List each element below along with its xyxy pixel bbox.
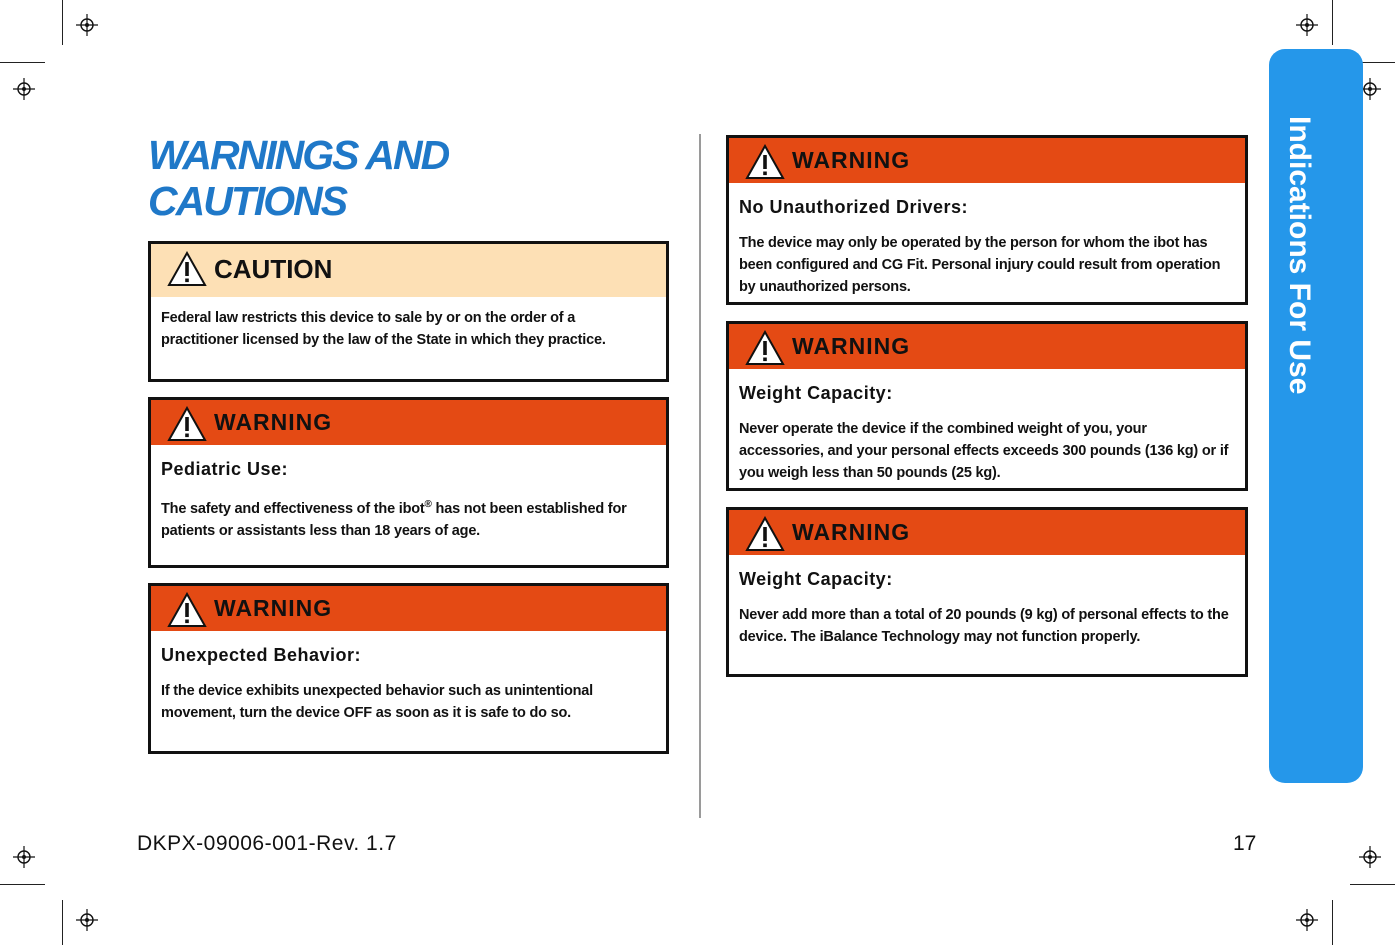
- column-divider: [699, 134, 701, 818]
- page-title: [148, 132, 448, 224]
- warning-triangle-icon: [167, 406, 207, 442]
- warning-label: WARNING: [792, 519, 911, 545]
- crop-mark: [62, 900, 63, 945]
- warning-triangle-icon: [745, 144, 785, 180]
- registration-mark-icon: [13, 78, 35, 100]
- crop-mark: [0, 62, 45, 63]
- warning-box-unexpected-behavior: [148, 583, 669, 754]
- warning-header: [729, 324, 1245, 369]
- warning-box-unauthorized-drivers: [726, 135, 1248, 305]
- warning-body: [729, 183, 1245, 298]
- warning-label: WARNING: [792, 333, 911, 359]
- caution-header: [151, 244, 666, 297]
- registration-mark-icon: [13, 846, 35, 868]
- warning-header: [729, 510, 1245, 555]
- warning-header: [729, 138, 1245, 183]
- side-tab-label: Indications For Use: [1283, 116, 1316, 395]
- warning-triangle-icon: [167, 592, 207, 628]
- caution-body: [151, 297, 666, 351]
- warning-body: [151, 445, 666, 542]
- crop-mark: [1332, 900, 1333, 945]
- warning-triangle-icon: [745, 516, 785, 552]
- warning-body: [151, 631, 666, 724]
- registration-mark-icon: [1296, 909, 1318, 931]
- warning-body: [729, 555, 1245, 648]
- warning-triangle-icon: [745, 330, 785, 366]
- crop-mark: [62, 0, 63, 45]
- warning-text: The device may only be operated by the person for whom the ibot has been configured and CG Fit. Personal injury could result from operation by unauthorized persons.: [739, 235, 1221, 295]
- crop-mark: [0, 884, 45, 885]
- warning-heading: No Unauthorized Drivers:: [739, 197, 969, 217]
- warning-label: WARNING: [214, 595, 333, 621]
- caution-box: [148, 241, 669, 382]
- warning-header: [151, 586, 666, 631]
- page-number: 17: [1233, 832, 1257, 855]
- crop-mark: [1350, 884, 1395, 885]
- registration-mark-icon: [1359, 846, 1381, 868]
- registered-mark: ®: [424, 499, 432, 510]
- crop-mark: [1332, 0, 1333, 45]
- warning-text: [161, 494, 654, 542]
- warning-text: Never operate the device if the combined weight of you, your accessories, and your personal effects exceeds 300 pounds (136 kg) or if you weigh less than 50 pounds (25 kg).: [739, 421, 1229, 481]
- warning-text-part: The safety and effectiveness of the ibot: [161, 500, 425, 517]
- registration-mark-icon: [1296, 14, 1318, 36]
- warning-heading: Weight Capacity:: [739, 383, 893, 403]
- caution-text: Federal law restricts this device to sale by or on the order of a practitioner licensed by the law of the State in which they practice.: [161, 310, 606, 348]
- warning-box-weight-capacity: [726, 321, 1248, 491]
- caution-label: CAUTION: [214, 254, 333, 284]
- warning-label: WARNING: [214, 409, 333, 435]
- registration-mark-icon: [76, 909, 98, 931]
- warning-label: WARNING: [792, 147, 911, 173]
- registration-mark-icon: [76, 14, 98, 36]
- warning-box-pediatric-use: [148, 397, 669, 568]
- document-number: DKPX-09006-001-Rev. 1.7: [137, 832, 397, 855]
- page-title-line-2: CAUTIONS: [148, 178, 347, 224]
- warning-triangle-icon: [167, 251, 207, 287]
- warning-heading: Weight Capacity:: [739, 569, 893, 589]
- warning-text-part: has not been established for patients or assistants less than 18 years of age.: [161, 500, 627, 539]
- warning-text: If the device exhibits unexpected behavior such as unintentional movement, turn the device OFF as soon as it is safe to do so.: [161, 683, 593, 721]
- warning-text: Never add more than a total of 20 pounds (9 kg) of personal effects to the device. The iBalance Technology may not function properly.: [739, 607, 1229, 645]
- warning-heading: Unexpected Behavior:: [161, 645, 362, 665]
- page-title-line-1: WARNINGS AND: [148, 132, 449, 178]
- warning-heading: Pediatric Use:: [161, 459, 289, 479]
- warning-header: [151, 400, 666, 445]
- warning-body: [729, 369, 1245, 484]
- warning-box-weight-capacity-personal-effects: [726, 507, 1248, 677]
